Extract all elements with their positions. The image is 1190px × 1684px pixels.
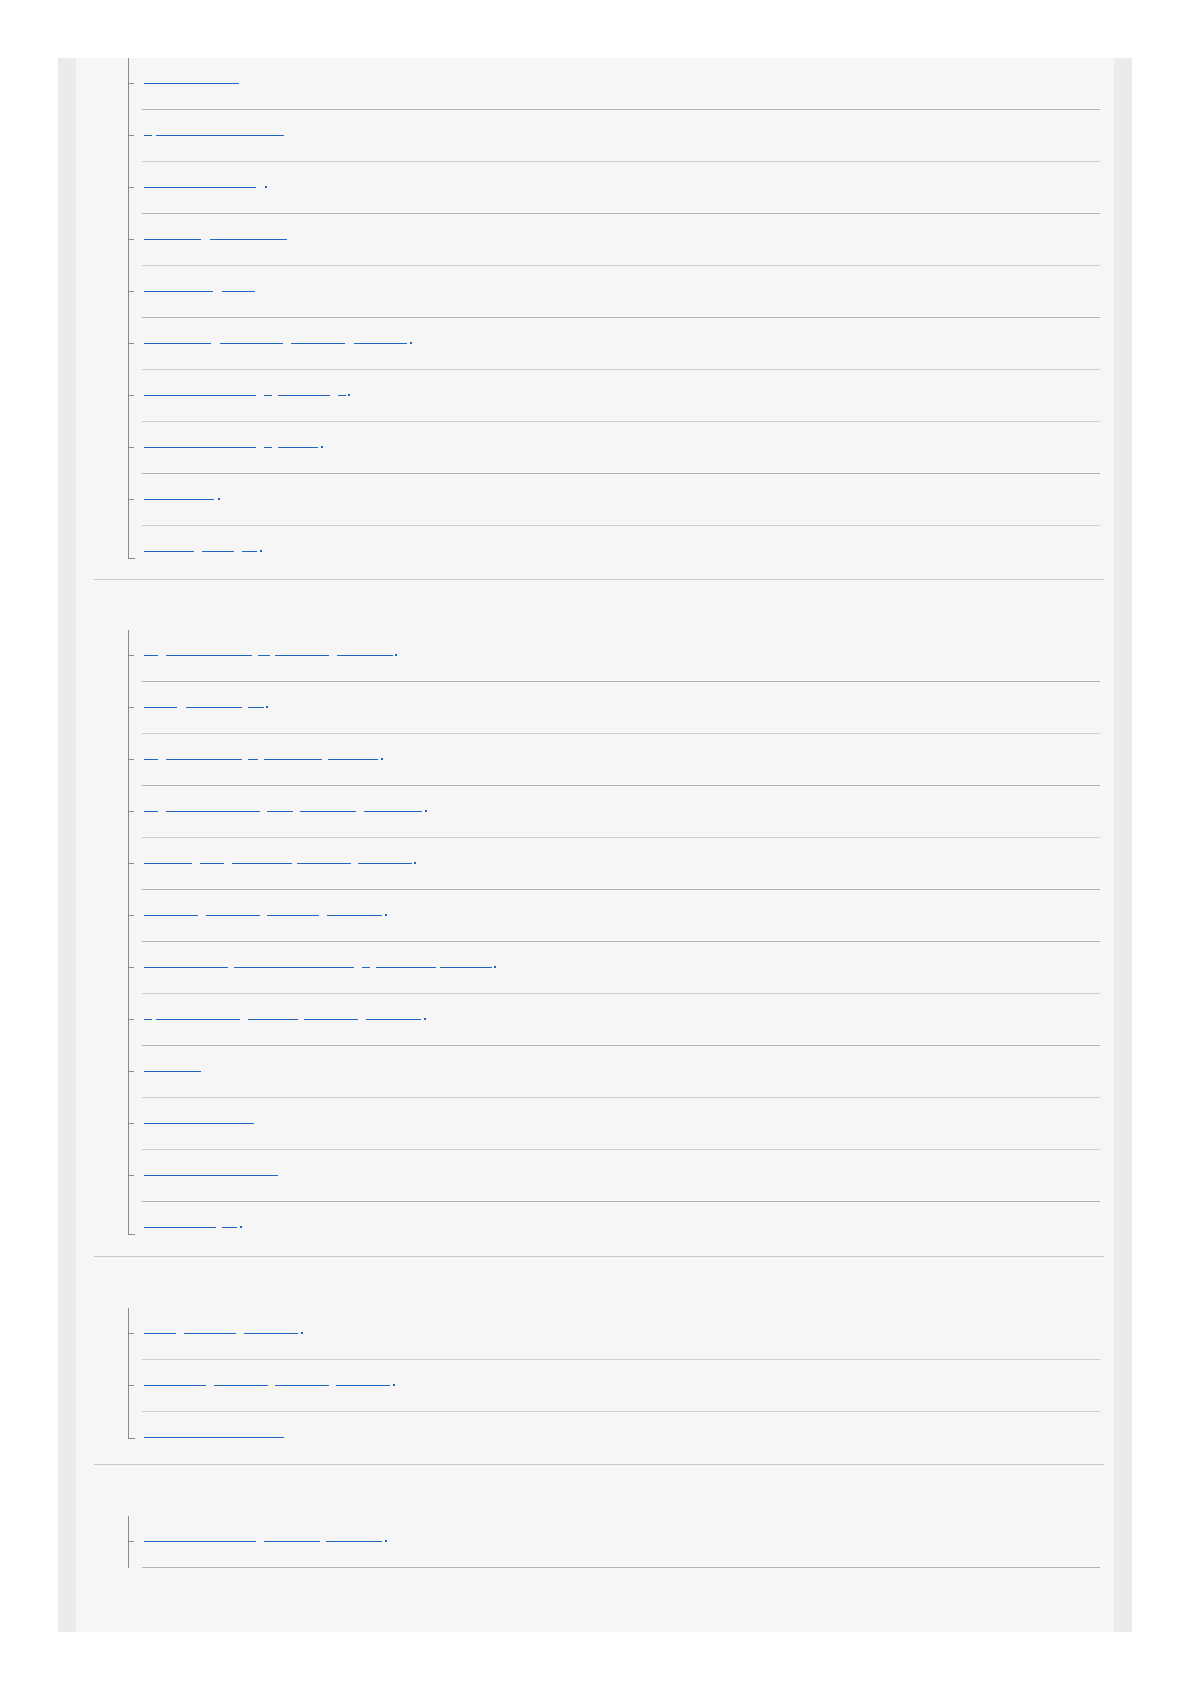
list-item[interactable]	[76, 682, 1114, 734]
section-divider	[94, 1464, 1104, 1465]
list-item[interactable]	[76, 1202, 1114, 1254]
list-item[interactable]	[76, 734, 1114, 786]
list-item[interactable]	[76, 162, 1114, 214]
list-item[interactable]	[76, 110, 1114, 162]
content-panel	[76, 58, 1114, 1632]
list-item[interactable]	[76, 1150, 1114, 1202]
list-item[interactable]	[76, 1360, 1114, 1412]
list-item[interactable]	[76, 1098, 1114, 1150]
list-item[interactable]	[76, 266, 1114, 318]
list-item[interactable]	[76, 370, 1114, 422]
list-item[interactable]	[76, 994, 1114, 1046]
section-divider	[94, 1256, 1104, 1257]
list-item[interactable]	[76, 838, 1114, 890]
list-item[interactable]	[76, 58, 1114, 110]
list-item[interactable]	[76, 214, 1114, 266]
list-item[interactable]	[76, 1308, 1114, 1360]
section-divider	[94, 579, 1104, 580]
list-item[interactable]	[76, 942, 1114, 994]
list-item[interactable]	[76, 1412, 1114, 1464]
list-item[interactable]	[76, 474, 1114, 526]
list-item[interactable]	[76, 1516, 1114, 1568]
list-item[interactable]	[76, 318, 1114, 370]
list-item[interactable]	[76, 526, 1114, 578]
list-item[interactable]	[76, 890, 1114, 942]
list-item[interactable]	[76, 422, 1114, 474]
list-item[interactable]	[76, 630, 1114, 682]
list-item[interactable]	[76, 1046, 1114, 1098]
list-item[interactable]	[76, 786, 1114, 838]
